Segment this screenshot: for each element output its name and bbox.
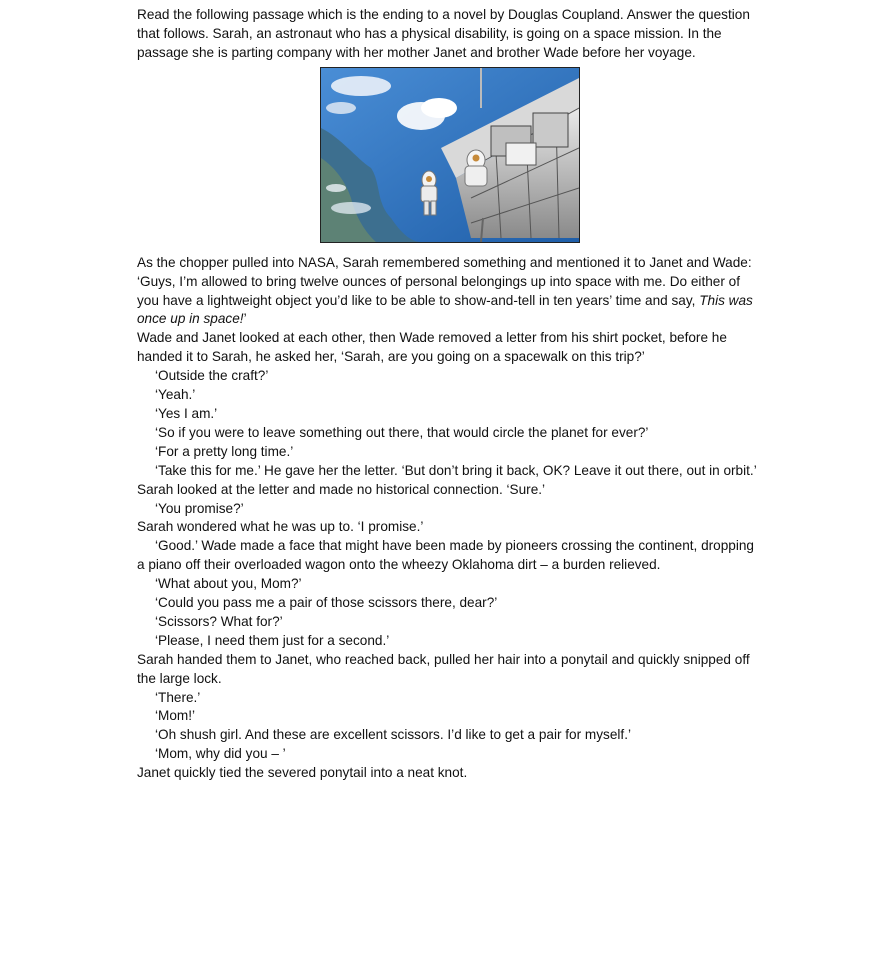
passage-paragraph: Sarah handed them to Janet, who reached back, pulled her hair into a ponytail and quickly snipped off the large lock.: [137, 651, 750, 686]
dialogue-line: ‘Could you pass me a pair of those scissors there, dear?’: [155, 595, 498, 611]
dialogue-line: ‘Please, I need them just for a second.’: [155, 632, 390, 648]
passage-paragraph: Sarah looked at the letter and made no historical connection. ‘Sure.’: [137, 481, 546, 497]
intro-paragraph: Read the following passage which is the ending to a novel by Douglas Coupland. Answer the question that follows. Sarah, an astronaut who has a physical disability, is going on a space mission. In the passage she is parting company with her mother Janet and brother Wade before her voyage.: [137, 7, 750, 60]
document-page: [137, 6, 762, 783]
dialogue-line: ‘There.’: [155, 689, 201, 705]
space-station-image: [321, 68, 579, 242]
passage-text: ’: [243, 311, 247, 327]
intro-block: [137, 6, 762, 63]
dialogue-line: ‘You promise?’: [155, 500, 244, 516]
passage-paragraph: Sarah wondered what he was up to. ‘I promise.’: [137, 519, 424, 535]
dialogue-line: ‘What about you, Mom?’: [155, 576, 302, 592]
dialogue-line: ‘Oh shush girl. And these are excellent scissors. I’d like to get a pair for myself.’: [155, 727, 631, 743]
dialogue-line: ‘Yes I am.’: [155, 405, 218, 421]
passage-paragraph: Janet quickly tied the severed ponytail into a neat knot.: [137, 765, 468, 781]
dialogue-line: ‘Mom!’: [155, 708, 196, 724]
dialogue-line: ‘For a pretty long time.’: [155, 443, 294, 459]
passage-block: [137, 254, 762, 783]
astronaut-spacewalk-photo: [320, 67, 580, 243]
passage-paragraph: [137, 254, 762, 330]
dialogue-line: ‘Outside the craft?’: [155, 368, 269, 384]
dialogue-line: ‘So if you were to leave something out there, that would circle the planet for ever?’: [155, 424, 649, 440]
dialogue-line: ‘Mom, why did you – ’: [155, 746, 286, 762]
passage-text: As the chopper pulled into NASA, Sarah remembered something and mentioned it to Janet and Wade: ‘Guys, I’m allowed to bring twelve ounces of personal belongings up into space with me. Do either of you have a lightweight object you’d like to be able to show-and-tell in ten years’ time and say,: [137, 254, 752, 308]
passage-paragraph: Wade and Janet looked at each other, then Wade removed a letter from his shirt pocket, before he handed it to Sarah, he asked her, ‘Sarah, are you going on a spacewalk on this trip?’: [137, 330, 727, 365]
dialogue-line: ‘Scissors? What for?’: [155, 613, 283, 629]
dialogue-line: ‘Yeah.’: [155, 387, 196, 403]
passage-italic-text: This was once up in space!: [137, 292, 753, 327]
dialogue-line: ‘Take this for me.’ He gave her the letter. ‘But don’t bring it back, OK? Leave it out there, out in orbit.’: [155, 462, 757, 478]
dialogue-line: ‘Good.’ Wade made a face that might have been made by pioneers crossing the continent, dropping a piano off their overloaded wagon onto the wheezy Oklahoma dirt – a burden relieved.: [137, 538, 754, 573]
